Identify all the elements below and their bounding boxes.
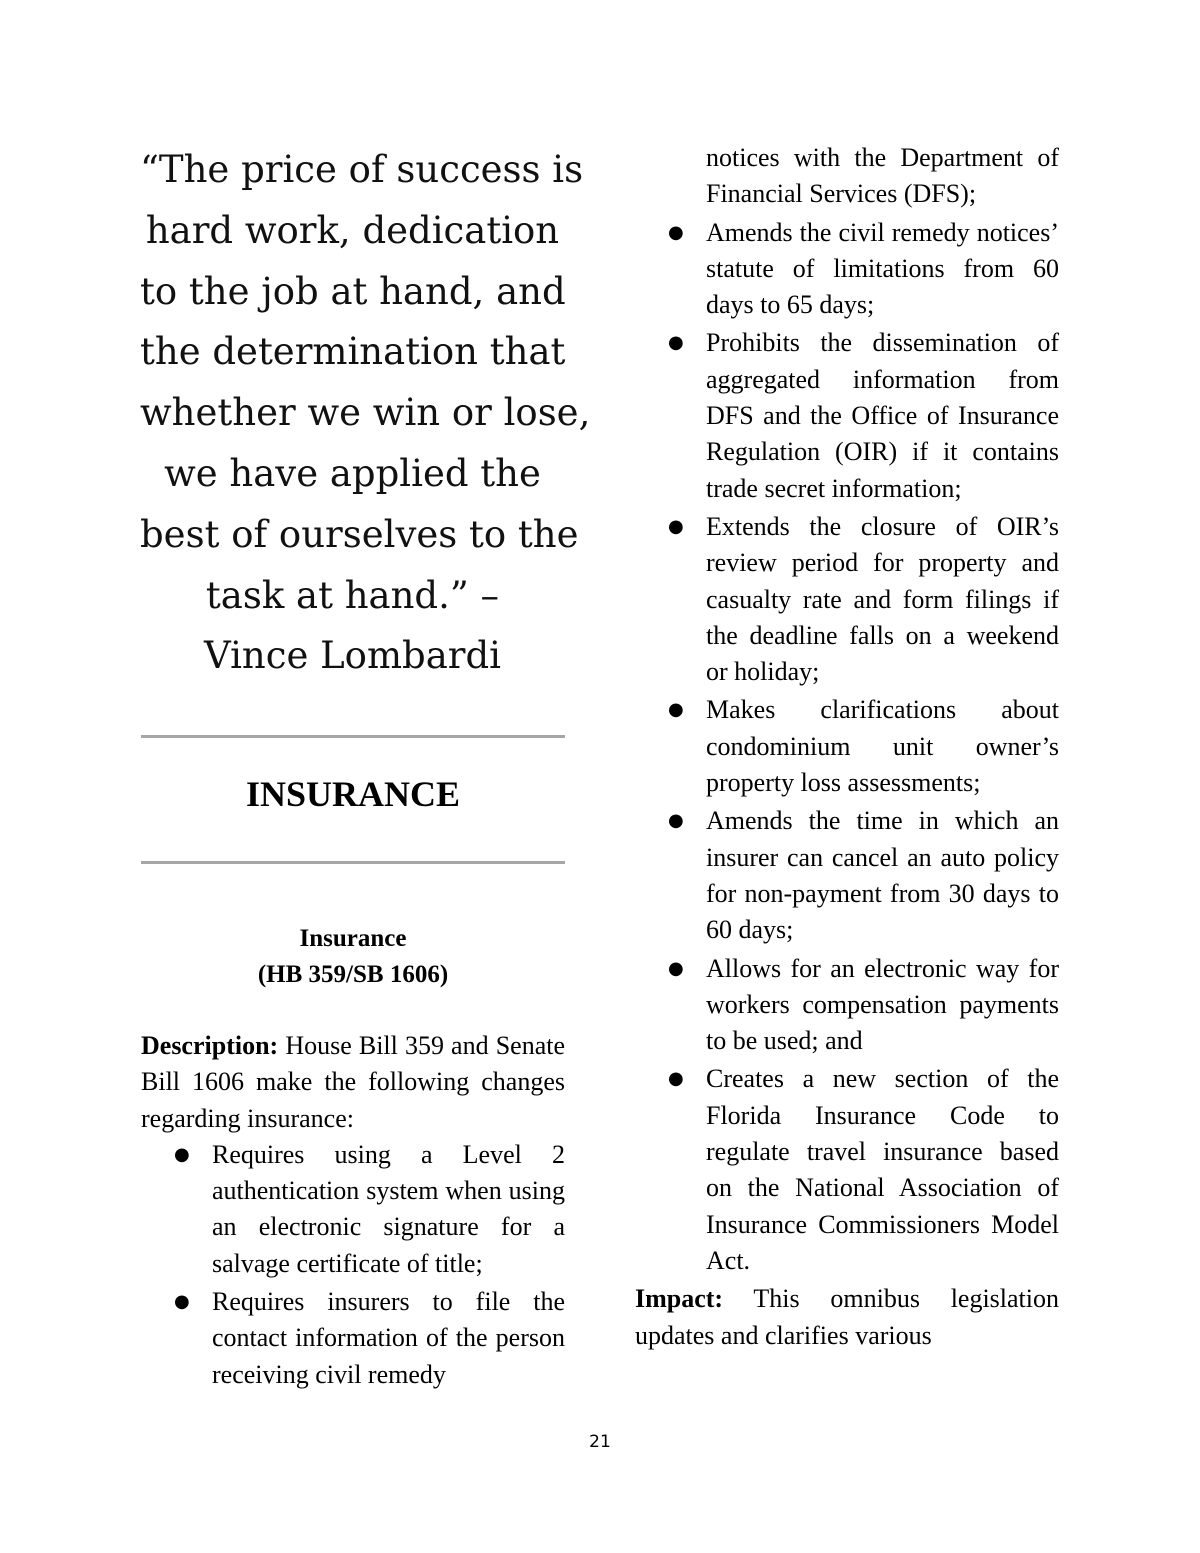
list-item bbox=[635, 215, 1059, 324]
list-item-text: Extends the closure of OIR’s review period for property and casualty rate and form filings if the deadline falls on a weekend or holiday; bbox=[706, 511, 1059, 687]
list-item bbox=[141, 1137, 565, 1282]
quote-line: whether we win or lose, bbox=[140, 391, 591, 435]
description-paragraph bbox=[141, 1028, 565, 1137]
quote-line: hard work, dedication bbox=[145, 208, 560, 252]
impact-text: This omnibus legislation updates and clarifies various bbox=[635, 1284, 1060, 1350]
impact-paragraph bbox=[635, 1281, 1059, 1354]
left-column-body bbox=[141, 1028, 565, 1395]
list-item-text: Amends the civil remedy notices’ statute of limitations from 60 days to 65 days; bbox=[706, 217, 1059, 320]
bill-title: Insurance bbox=[299, 925, 407, 952]
list-item bbox=[635, 509, 1059, 690]
impact-label: Impact: bbox=[635, 1284, 724, 1314]
list-item bbox=[635, 1061, 1059, 1279]
bullet-icon: ● bbox=[174, 1143, 190, 1165]
bottom-divider bbox=[141, 861, 565, 864]
bullet-icon: ● bbox=[668, 957, 684, 979]
bullet-icon: ● bbox=[174, 1291, 190, 1313]
list-item bbox=[141, 1284, 565, 1393]
list-item-text: Allows for an electronic way for workers compensation payments to be used; and bbox=[706, 953, 1059, 1056]
description-label: Description: bbox=[141, 1031, 279, 1060]
list-item bbox=[635, 803, 1059, 948]
bill-title-block bbox=[141, 921, 565, 993]
top-divider bbox=[141, 735, 565, 738]
description-text: House Bill 359 and Senate Bill 1606 make the following changes regarding insurance: bbox=[141, 1031, 566, 1133]
bullet-icon: ● bbox=[668, 221, 684, 243]
list-item-text: Prohibits the dissemination of aggregated information from DFS and the Office of Insurance Regulation (OIR) if it contains trade secret information; bbox=[706, 328, 1059, 503]
quote-line: “The price of success is bbox=[140, 148, 584, 191]
list-item bbox=[635, 951, 1059, 1060]
quote-line: we have applied the bbox=[164, 451, 541, 495]
bullet-icon: ● bbox=[668, 332, 684, 354]
bullet-icon: ● bbox=[668, 1068, 684, 1090]
bullet-icon: ● bbox=[668, 810, 684, 832]
quote-line: best of ourselves to the bbox=[140, 512, 579, 556]
list-item bbox=[635, 692, 1059, 801]
list-item-text: Requires using a Level 2 authentication system when using an electronic signature for a salvage certificate of title; bbox=[212, 1139, 565, 1278]
right-column-body bbox=[635, 140, 1059, 1354]
section-heading: INSURANCE bbox=[245, 774, 461, 814]
quote-line: to the job at hand, and bbox=[140, 269, 566, 313]
change-list-right bbox=[635, 215, 1059, 1280]
list-item-text: Creates a new section of the Florida Insurance Code to regulate travel insurance based on the National Association of Insurance Commissioners Model Act. bbox=[706, 1064, 1059, 1275]
page-number: 21 bbox=[589, 1432, 611, 1452]
list-item-text: Makes clarifications about condominium unit owner’s property loss assessments; bbox=[706, 695, 1059, 798]
quote-attribution: Vince Lombardi bbox=[204, 634, 501, 678]
change-list-left bbox=[141, 1137, 565, 1393]
bullet-icon: ● bbox=[668, 699, 684, 721]
quote-line: the determination that bbox=[140, 330, 566, 374]
list-item-text: Requires insurers to file the contact information of the person receiving civil remedy bbox=[212, 1287, 565, 1389]
lombardi-quote bbox=[140, 140, 591, 687]
list-item-text: Amends the time in which an insurer can cancel an auto policy for non-payment from 30 days to 60 days; bbox=[706, 806, 1059, 945]
quote-line: task at hand.” – bbox=[205, 573, 500, 617]
bill-number: (HB 359/SB 1606) bbox=[257, 961, 449, 988]
list-item bbox=[635, 325, 1059, 506]
list-item-continuation: notices with the Department of Financial Services (DFS); bbox=[706, 143, 1059, 209]
bullet-icon: ● bbox=[668, 515, 684, 537]
